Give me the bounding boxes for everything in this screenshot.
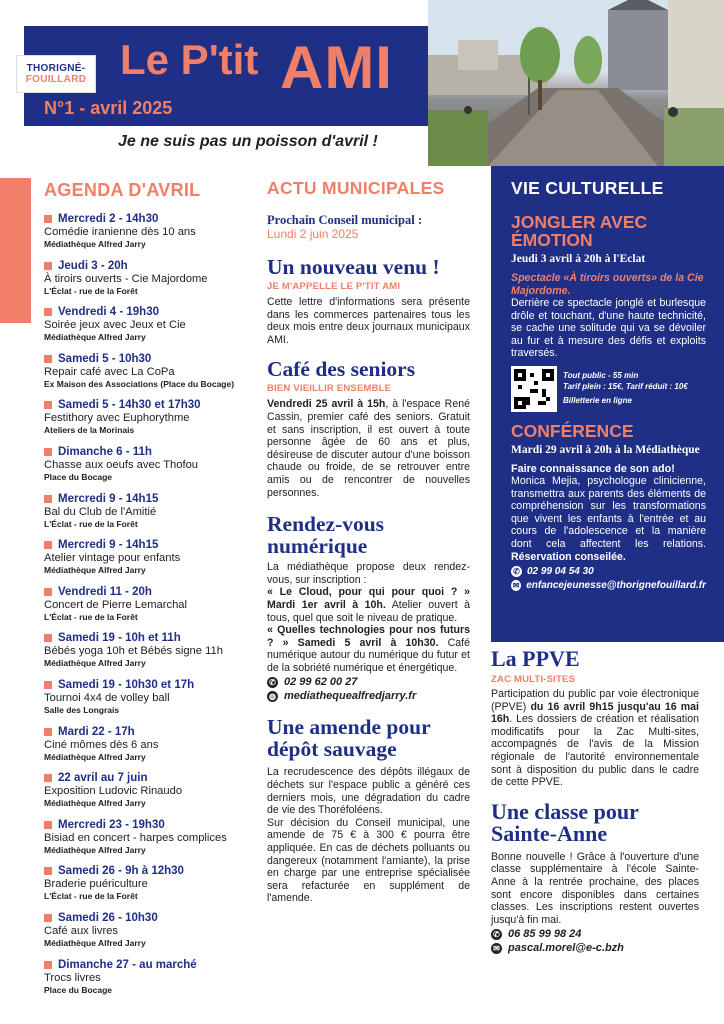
jongler-heading: JONGLER AVEC ÉMOTION [511, 212, 648, 250]
actu-column [267, 178, 470, 905]
agenda-date-text: Mercredi 23 - 19h30 [58, 818, 165, 831]
agenda-place: Médiathèque Alfred Jarry [44, 751, 146, 762]
classe-heading: Une classe pour Sainte-Anne [491, 798, 639, 846]
street-photo [428, 0, 724, 166]
newsletter-title-small: Le P'tit [120, 36, 259, 83]
nouveau-kicker: JE M'APPELLE LE P'TIT AMI [267, 281, 401, 292]
bullet-icon [44, 634, 52, 642]
agenda-date [44, 771, 254, 785]
logo-line-1: THORIGNÉ- [26, 63, 86, 74]
right-lower-column [491, 648, 699, 954]
cafe-heading: Café des seniors [267, 357, 416, 382]
ppve-dates: du 16 avril 9h15 jusqu'au 16 mai 16h [491, 700, 700, 726]
agenda-date [44, 538, 254, 552]
agenda-date-text: Samedi 19 - 10h30 et 17h [58, 678, 195, 691]
conference-body: Monica Mejia, psychologue clinicienne, transmettra aux parents des éléments de compréhension sur les transformations que vivent les enfants à l'entrée et au cours de l'adolescence et la manière dont cela affectent les relations. [511, 474, 706, 550]
agenda-place: L'Éclat - rue de la Forêt [44, 891, 138, 902]
bullet-icon [44, 401, 52, 409]
agenda-date [44, 818, 254, 832]
agenda-date-text: Vendredi 11 - 20h [58, 585, 152, 598]
culture-title: VIE CULTURELLE [511, 178, 664, 198]
agenda-place: Médiathèque Alfred Jarry [44, 937, 146, 948]
agenda-date-text: Samedi 5 - 10h30 [58, 352, 152, 365]
cafe-text [267, 398, 470, 499]
amende-text-2: Sur décision du Conseil municipal, une amende de 75 € à 300 € pourra être appliquée. En cas de déchets polluants ou dangereux (notamment l'amiante), la prise en charge par une entreprise spécialisée sera refacturée en supplément de l'amende. [267, 816, 470, 905]
agenda-list [44, 212, 254, 1004]
agenda-place: Ateliers de la Morinais [44, 425, 135, 436]
bullet-icon [44, 821, 52, 829]
agenda-date [44, 678, 254, 692]
cafe-body: , à l'espace René Cassin, premier café des seniors. Gratuit et sans inscription, il est ouvert à toute personne âgée de 60 ans et plus, désireuse de discuter autour d'une boisson chaude ou froide, de se retrouver entre amis ou de rencontrer de nouvelles personnes. [267, 398, 470, 499]
bullet-icon [44, 588, 52, 596]
tagline: Je ne suis pas un poisson d'avril ! [118, 133, 378, 150]
logo-line-2: FOUILLARD [25, 74, 87, 85]
amende-heading: Une amende pour dépôt sauvage [267, 715, 431, 762]
newsletter-title-big: AMI [280, 34, 393, 101]
agenda-place: Place du Bocage [44, 471, 113, 482]
bullet-icon [44, 448, 52, 456]
agenda-date-text: Dimanche 27 - au marché [58, 958, 197, 971]
agenda-date [44, 864, 254, 878]
bullet-icon [44, 728, 52, 736]
ppve-text [491, 688, 699, 789]
agenda-item [44, 305, 254, 352]
agenda-item [44, 585, 254, 632]
email-icon: ✉ [491, 943, 502, 954]
conference-when: Mardi 29 avril à 20h à la Médiathèque [511, 443, 700, 456]
rdv-phone[interactable] [267, 676, 470, 688]
agenda-date-text: Jeudi 3 - 20h [58, 259, 128, 272]
bullet-icon [44, 914, 52, 922]
agenda-item [44, 771, 254, 818]
agenda-event-title: À tiroirs ouverts - Cie Majordome [44, 272, 208, 285]
conference-email[interactable] [511, 580, 706, 591]
agenda-event-title: Exposition Ludovic Rinaudo [44, 785, 183, 798]
agenda-date-text: Samedi 19 - 10h et 11h [58, 632, 181, 645]
agenda-date [44, 212, 254, 226]
ticket-info [563, 371, 688, 407]
rdv-heading: Rendez-vous numérique [267, 512, 385, 559]
agenda-item [44, 818, 254, 865]
email-icon: ✉ [512, 581, 520, 591]
agenda-date [44, 631, 254, 645]
rdv-t1: Atelier ouvert à tous, quel que soit le niveau de pratique. [267, 598, 470, 624]
agenda-item [44, 352, 254, 399]
agenda-event-title: Tournoi 4x4 de volley ball [44, 691, 170, 704]
agenda-event-title: Repair café avec La CoPa [44, 365, 175, 378]
agenda-event-title: Bébés yoga 10h et Bébés signe 11h [44, 645, 223, 658]
agenda-date-text: Samedi 26 - 10h30 [58, 911, 158, 924]
agenda-item [44, 538, 254, 585]
agenda-item [44, 398, 254, 445]
classe-phone-text: 06 85 99 98 24 [508, 928, 582, 941]
council-date: Lundi 2 juin 2025 [267, 227, 359, 241]
agenda-item [44, 725, 254, 772]
rdv-web-text: mediathequealfredjarry.fr [284, 690, 417, 703]
agenda-place: Médiathèque Alfred Jarry [44, 798, 146, 809]
agenda-event-title: Bal du Club de l'Amitié [44, 505, 157, 518]
bullet-icon [44, 308, 52, 316]
agenda-place: Médiathèque Alfred Jarry [44, 658, 146, 669]
agenda-place: Salle des Longrais [44, 704, 120, 715]
conference-email-text: enfancejeunesse@thorignefouillard.fr [526, 580, 706, 592]
rdv-website-link[interactable] [267, 690, 470, 702]
nouveau-heading: Un nouveau venu ! [267, 255, 440, 279]
agenda-event-title: Festithory avec Euphorythme [44, 412, 190, 425]
bullet-icon [44, 355, 52, 363]
agenda-date-text: 22 avril au 7 juin [58, 772, 148, 785]
town-logo[interactable] [16, 55, 96, 93]
agenda-event-title: Trocs livres [44, 971, 101, 984]
agenda-item [44, 958, 254, 1005]
agenda-event-title: Soirée jeux avec Jeux et Cie [44, 319, 186, 332]
agenda-date [44, 352, 254, 366]
ppve-text-1: Participation du public par voie électronique (PPVE) [491, 688, 699, 713]
amende-text-1: La recrudescence des dépôts illégaux de déchets sur l'espace public a généré ces derniers mois, une dégradation du cadre de vie des Thoréfoléens. [267, 766, 470, 817]
agenda-event-title: Café aux livres [44, 924, 118, 937]
agenda-event-title: Chasse aux oeufs avec Thofou [44, 458, 199, 471]
ticket-info-3[interactable]: Billetterie en ligne [563, 396, 632, 406]
cafe-kicker: BIEN VIEILLIR ENSEMBLE [267, 383, 392, 395]
agenda-date [44, 911, 254, 925]
globe-icon: ◍ [267, 691, 278, 702]
rdv-q2: « Quelles technologies pour nos futurs ? » Samedi 5 avril à 10h30. [267, 624, 470, 649]
agenda-event-title: Braderie puériculture [44, 878, 148, 891]
nouveau-text: Cette lettre d'informations sera présente dans les commerces partenaires tous les deux mois entre deux journaux municipaux AMI. [267, 296, 470, 346]
agenda-date-text: Dimanche 6 - 11h [58, 445, 152, 458]
agenda-item [44, 492, 254, 539]
agenda-place: Ex Maison des Associations (Place du Bocage) [44, 378, 235, 389]
rdv-intro: La médiathèque propose deux rendez-vous, sur inscription : [267, 561, 470, 586]
cafe-lead: Vendredi 25 avril à 15h [267, 398, 386, 411]
ticket-info-1: Tout public - 55 min [563, 371, 639, 381]
agenda-item [44, 911, 254, 958]
council-label: Prochain Conseil municipal : [267, 213, 422, 227]
rdv-phone-text: 02 99 62 00 27 [284, 676, 358, 689]
agenda-place: L'Éclat - rue de la Forêt [44, 518, 138, 529]
phone-icon: ✆ [511, 566, 522, 577]
rdv-item-1 [267, 586, 470, 624]
agenda-place: L'Éclat - rue de la Forêt [44, 611, 138, 622]
agenda-item [44, 678, 254, 725]
jongler-spectacle: Spectacle «À tiroirs ouverts» de la Cie Majordome. [511, 272, 704, 297]
agenda-item [44, 631, 254, 678]
conference-phone-text: 02 99 04 54 30 [527, 566, 594, 578]
agenda-item [44, 864, 254, 911]
agenda-date-text: Mercredi 2 - 14h30 [58, 213, 159, 225]
bullet-icon [44, 541, 52, 549]
agenda-date [44, 259, 254, 273]
agenda-date-text: Mercredi 9 - 14h15 [58, 492, 159, 505]
ppve-heading: La PPVE [491, 646, 580, 671]
agenda-place: Médiathèque Alfred Jarry [44, 844, 146, 855]
agenda-date-text: Mercredi 9 - 14h15 [58, 539, 159, 552]
agenda-event-title: Bisiad en concert - harpes complices [44, 831, 227, 844]
jongler-text: Derrière ce spectacle jonglé et burlesque drôle et touchant, d'une haute technicité, se cache une solitude qui va se dévoiler au fur et à mesure des défis et exploits traversés. [511, 297, 706, 360]
bullet-icon [44, 262, 52, 270]
rdv-item-2 [267, 624, 470, 674]
agenda-title: AGENDA D'AVRIL [44, 180, 201, 200]
agenda-date [44, 445, 254, 459]
agenda-date [44, 492, 254, 506]
agenda-place: Médiathèque Alfred Jarry [44, 565, 146, 576]
actu-title: ACTU MUNICIPALES [267, 178, 445, 198]
agenda-event-title: Atelier vintage pour enfants [44, 552, 181, 565]
classe-email[interactable] [491, 942, 699, 954]
classe-text: Bonne nouvelle ! Grâce à l'ouverture d'une classe supplémentaire à l'école Sainte-Anne à la rentrée prochaine, des places sont encore disponibles dans certaines classes. Les inscriptions restent ouvertes jusqu'à fin mai. [491, 850, 699, 926]
agenda-date [44, 958, 254, 972]
agenda-item [44, 212, 254, 259]
conference-reserve: Réservation conseilée. [511, 550, 626, 563]
agenda-event-title: Concert de Pierre Lemarchal [44, 598, 188, 611]
agenda-date [44, 585, 254, 599]
agenda-event-title: Comédie iranienne dès 10 ans [44, 226, 196, 238]
jongler-when: Jeudi 3 avril à 20h à l'Eclat [511, 253, 646, 265]
agenda-date [44, 398, 254, 412]
agenda-accent-bar [0, 178, 31, 323]
ppve-kicker: ZAC MULTI-SITES [491, 674, 576, 685]
classe-email-text: pascal.morel@e-c.bzh [508, 942, 624, 955]
agenda-item [44, 259, 254, 306]
agenda-date-text: Samedi 5 - 14h30 et 17h30 [58, 399, 201, 412]
agenda-place: Place du Bocage [44, 984, 113, 995]
agenda-date-text: Samedi 26 - 9h à 12h30 [58, 865, 184, 878]
agenda-place: Médiathèque Alfred Jarry [44, 239, 146, 249]
ticket-info-2: Tarif plein : 15€, Tarif réduit : 10€ [563, 381, 688, 391]
agenda-date-text: Mardi 22 - 17h [58, 725, 135, 738]
agenda-place: L'Éclat - rue de la Forêt [44, 285, 138, 296]
culture-panel [491, 166, 724, 642]
conference-heading: CONFÉRENCE [511, 420, 634, 441]
rdv-t2: Café numérique autour du numérique du futur et de la sobriété numérique et énergétique. [267, 636, 470, 674]
agenda-item [44, 445, 254, 492]
agenda-event-title: Ciné mômes dès 6 ans [44, 738, 159, 751]
bullet-icon [44, 681, 52, 689]
issue-number: N°1 - avril 2025 [44, 98, 173, 118]
qr-code[interactable] [511, 366, 557, 412]
bullet-icon [44, 867, 52, 875]
agenda-place: Médiathèque Alfred Jarry [44, 332, 146, 343]
bullet-icon [44, 215, 52, 223]
conference-lead: Faire connaissance de son ado! [511, 462, 675, 475]
conference-text [511, 475, 706, 563]
ticket-block [511, 366, 706, 412]
bullet-icon [44, 774, 52, 782]
classe-phone[interactable] [491, 928, 699, 940]
conference-phone[interactable] [511, 566, 706, 577]
bullet-icon [44, 495, 52, 503]
agenda-date-text: Vendredi 4 - 19h30 [58, 306, 159, 319]
phone-icon: ✆ [267, 677, 278, 688]
rdv-q1: « Le Cloud, pour qui pour quoi ? » Mardi 1er avril à 10h. [267, 586, 470, 611]
ppve-text-2: . Les dossiers de création et réalisation modificatifs pour la Zac Multi-sites, accompagnés de l'avis de la Mission régionale de l'autorité environnementale sont à disposition du public dans le cadre de cette PPVE. [491, 713, 699, 789]
agenda-date [44, 725, 254, 739]
bullet-icon [44, 961, 52, 969]
agenda-date [44, 305, 254, 319]
phone-icon: ✆ [491, 929, 502, 940]
